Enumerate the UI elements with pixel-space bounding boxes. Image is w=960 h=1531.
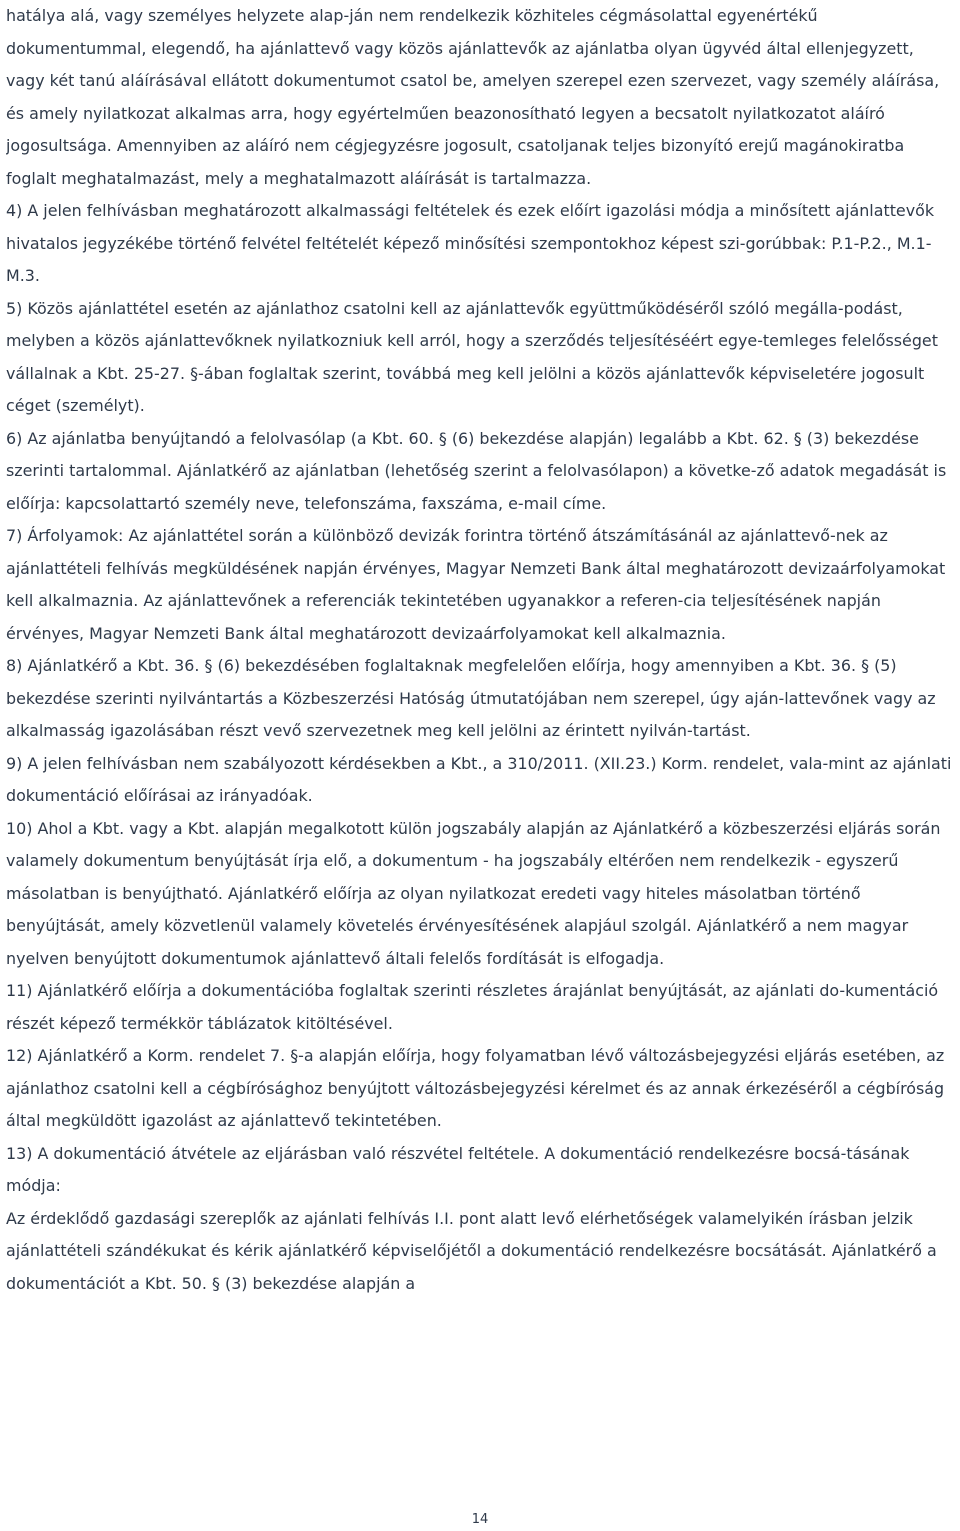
paragraph-12: 12) Ajánlatkérő a Korm. rendelet 7. §-a alapján előírja, hogy folyamatban lévő változásbejegyzési eljárás esetében, az ajánlathoz csatolni kell a cégbírósághoz benyújtott változásbejegyzési kérelmet és az annak érkezéséről a cégbíróság által megküldött igazolást az ajánlattevő tekintetében. bbox=[6, 1046, 945, 1130]
paragraph-6: 6) Az ajánlatba benyújtandó a felolvasólap (a Kbt. 60. § (6) bekezdése alapján) legalább a Kbt. 62. § (3) bekezdése szerinti tartalommal. Ajánlatkérő az ajánlatban (lehetőség szerint a felolvasólapon) a követke-ző adatok megadását is előírja: kapcsolattartó személy neve, telefonszáma, faxszáma, e-mail címe. bbox=[6, 428, 947, 513]
page-number: 14 bbox=[471, 1512, 489, 1527]
paragraph-4: 4) A jelen felhívásban meghatározott alkalmassági feltételek és ezek előírt igazolási módja a minősített ajánlattevők hivatalos jegyzékébe történő felvétel feltételét képező minősítési szempontokhoz képest szi-gorúbbak: P.1-P.2., M.1-M.3. bbox=[6, 201, 935, 285]
paragraph-intro: hatálya alá, vagy személyes helyzete alap-ján nem rendelkezik közhiteles cégmásolattal egyenértékű dokumentummal, elegendő, ha ajánlattevő vagy közös ajánlattevők az ajánlatba olyan ügyvéd által ellenjegyzett, vagy két tanú aláírásával ellátott dokumentumot csatol be, amelyen szerepel ezen szervezet, vagy személy aláírása, és amely nyilatkozat alkalmas arra, hogy egyértelműen beazonosítható legyen a becsatolt nyilatkozatot aláíró jogosultsága. Amennyiben az aláíró nem cégjegyzésre jogosult, csatoljanak teljes bizonyító erejű magánokiratba foglalt meghatalmazást, mely a meghatalmazott aláírását is tartalmazza. bbox=[6, 6, 940, 188]
paragraph-8: 8) Ajánlatkérő a Kbt. 36. § (6) bekezdésében foglaltaknak megfelelően előírja, hogy amennyiben a Kbt. 36. § (5) bekezdése szerinti nyilvántartás a Közbeszerzési Hatóság útmutatójában nem szerepel, úgy aján-lattevőnek vagy az alkalmasság igazolásában részt vevő szervezetnek meg kell jelölni az érintett nyilván-tartást. bbox=[6, 656, 936, 740]
paragraph-5: 5) Közös ajánlattétel esetén az ajánlathoz csatolni kell az ajánlattevők együttműködéséről szóló megálla-podást, melyben a közös ajánlattevőknek nyilatkozniuk kell arról, hogy a szerződés teljesítéséért egye-temleges felelősséget vállalnak a Kbt. 25-27. §-ában foglaltak szerint, továbbá meg kell jelölni a közös ajánlattevők képviseletére jogosult céget (személyt). bbox=[6, 298, 938, 415]
paragraph-7: 7) Árfolyamok: Az ajánlattétel során a különböző devizák forintra történő átszámításánál az ajánlattevő-nek az ajánlattételi felhívás megküldésének napján érvényes, Magyar Nemzeti Bank által meghatározott devizaárfolyamokat kell alkalmaznia. Az ajánlattevőnek a referenciák tekintetében ugyanakkor a referen-cia teljesítésének napján érvényes, Magyar Nemzeti Bank által meghatározott devizaárfolyamokat kell alkalmaznia. bbox=[6, 526, 946, 643]
document-body bbox=[6, 0, 956, 1300]
paragraph-13: 13) A dokumentáció átvétele az eljárásban való részvétel feltétele. A dokumentáció rendelkezésre bocsá-tásának módja: bbox=[6, 1143, 910, 1195]
paragraph-9: 9) A jelen felhívásban nem szabályozott kérdésekben a Kbt., a 310/2011. (XII.23.) Korm. rendelet, vala-mint az ajánlati dokumentáció előírásai az irányadóak. bbox=[6, 753, 952, 805]
paragraph-11: 11) Ajánlatkérő előírja a dokumentációba foglaltak szerinti részletes árajánlat benyújtását, az ajánlati do-kumentáció részét képező termékkör táblázatok kitöltésével. bbox=[6, 981, 939, 1033]
document-page bbox=[6, 0, 956, 1531]
paragraph-13-continued: Az érdeklődő gazdasági szereplők az ajánlati felhívás I.I. pont alatt levő elérhetőségek valamelyikén írásban jelzik ajánlattételi szándékukat és kérik ajánlatkérő képviselőjétől a dokumentáció rendelkezésre bocsátását. Ajánlatkérő a dokumentációt a Kbt. 50. § (3) bekezdése alapján a bbox=[6, 1208, 937, 1293]
paragraph-10: 10) Ahol a Kbt. vagy a Kbt. alapján megalkotott külön jogszabály alapján az Ajánlatkérő a közbeszerzési eljárás során valamely dokumentum benyújtását írja elő, a dokumentum - ha jogszabály eltérően nem rendelkezik - egyszerű másolatban is benyújtható. Ajánlatkérő előírja az olyan nyilatkozat eredeti vagy hiteles másolatban történő benyújtását, amely közvetlenül valamely követelés érvényesítésének alapjául szolgál. Ajánlatkérő a nem magyar nyelven benyújtott dokumentumok ajánlattevő általi felelős fordítását is elfogadja. bbox=[6, 818, 941, 968]
